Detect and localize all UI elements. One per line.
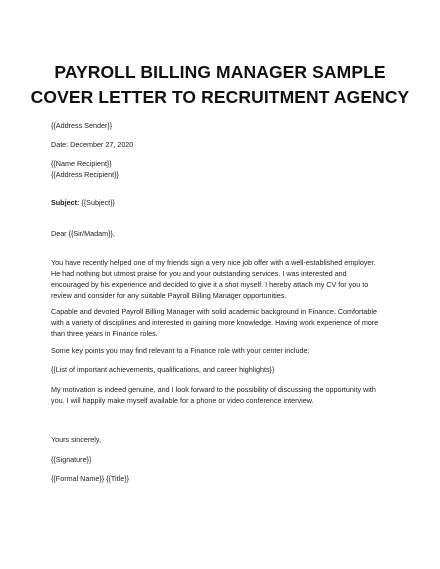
title-line-2: COVER LETTER TO RECRUITMENT AGENCY (30, 87, 410, 107)
formal-name-text: {{Formal Name}} {{Title}} (51, 474, 130, 483)
recipient-name: {{Name Recipient}} (51, 159, 112, 168)
sender-address (51, 120, 391, 131)
letter-date (51, 139, 391, 150)
paragraph-4-line: you. I will happily make myself available for a phone or video conference interview. (51, 396, 314, 405)
paragraph-2-line: with a variety of disciplines and interested in gaining more knowledge. Having work experience of more (51, 318, 379, 327)
document-title (20, 60, 420, 110)
salutation-text: Dear {{Sir/Madam}}, (51, 229, 115, 238)
signature (51, 454, 391, 465)
letter-date-text: Date: December 27, 2020 (51, 140, 134, 149)
signature-text: {{Signature}} (51, 455, 92, 464)
paragraph-2-line: than three years in Finance roles. (51, 329, 158, 338)
subject-line (51, 197, 391, 208)
paragraph-3 (51, 345, 391, 356)
closing-text: Yours sincerely, (51, 435, 101, 444)
achievements-text: {{List of important achievements, qualifications, and career highlights}} (51, 365, 275, 374)
closing (51, 434, 391, 445)
paragraph-4 (51, 384, 391, 406)
paragraph-1-line: He had nothing but utmost praise for you and your outstanding services. I was interested and (51, 269, 347, 278)
paragraph-1-line: encouraged by his experience and decided to give it a shot myself. I hereby attach my CV for you to (51, 280, 369, 289)
paragraph-1-line: You have recently helped one of my friends sign a very nice job offer with a well-established employer. (51, 258, 376, 267)
paragraph-3-text: Some key points you may find relevant to a Finance role with your center include: (51, 346, 310, 355)
formal-name (51, 473, 391, 484)
subject-label: Subject: (51, 198, 80, 207)
title-line-1: PAYROLL BILLING MANAGER SAMPLE (54, 62, 386, 82)
paragraph-1-line: review and consider for any suitable Payroll Billing Manager opportunities. (51, 291, 287, 300)
paragraph-2 (51, 306, 391, 339)
subject-value: {{Subject}} (79, 198, 115, 207)
recipient-block (51, 158, 391, 180)
paragraph-2-line: Capable and devoted Payroll Billing Manager with solid academic background in Finance. Comfortable (51, 307, 378, 316)
recipient-address: {{Address Recipient}} (51, 170, 119, 179)
salutation (51, 228, 391, 239)
sender-address-text: {{Address Sender}} (51, 121, 113, 130)
paragraph-4-line: My motivation is indeed genuine, and I look forward to the possibility of discussing the opportunity with (51, 385, 376, 394)
paragraph-1 (51, 257, 391, 301)
achievements-placeholder (51, 364, 391, 375)
